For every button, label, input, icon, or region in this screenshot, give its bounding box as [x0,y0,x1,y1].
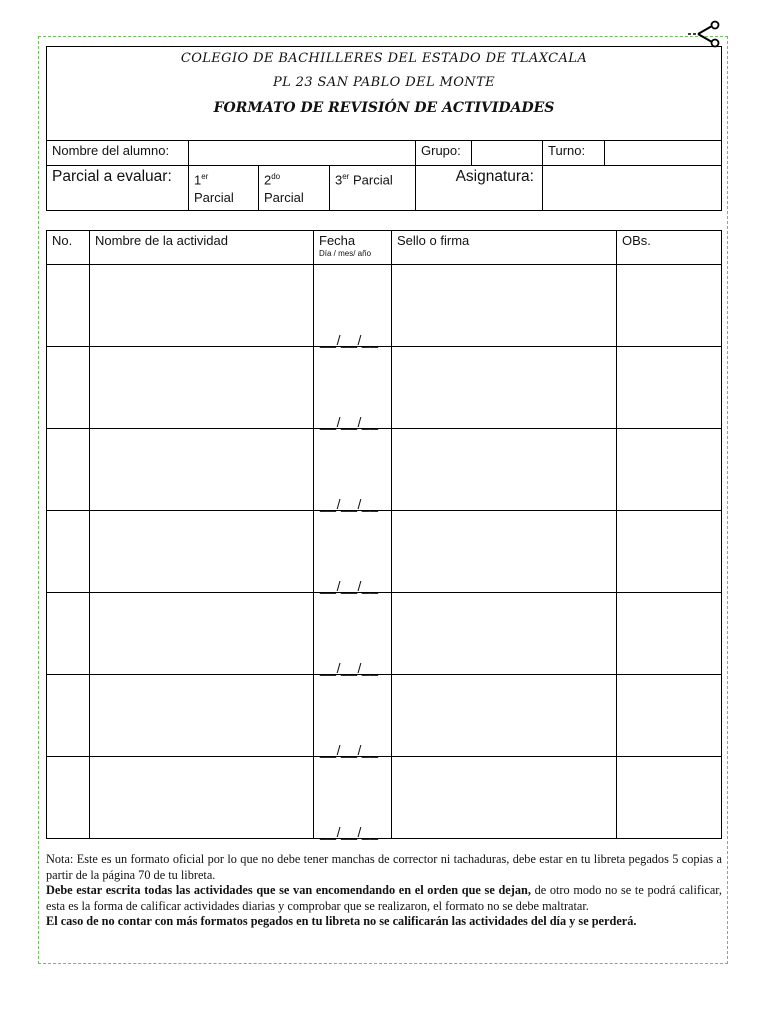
row-no-cell[interactable] [47,265,90,347]
row-obs-cell[interactable] [617,757,722,839]
term-2-option[interactable]: $2^{do}$ Parcial [259,166,330,211]
scissors-icon [688,20,722,48]
table-row [47,429,722,511]
row-signature-cell[interactable] [392,675,617,757]
term-label: Parcial a evaluar: [47,166,189,211]
row-no-cell[interactable] [47,511,90,593]
col-header-activity: Nombre de la actividad [90,231,314,265]
table-row [47,675,722,757]
date-placeholder: __/__/__ [320,660,379,676]
row-obs-cell[interactable] [617,593,722,675]
student-name-field[interactable] [189,141,416,166]
student-info-table [46,140,722,211]
row-date-cell[interactable] [314,593,392,675]
row-date-cell[interactable] [314,675,392,757]
col-header-obs: OBs. [617,231,722,265]
term-3-option[interactable]: 3er Parcial [330,166,416,211]
row-no-cell[interactable] [47,757,90,839]
form-title: FORMATO DE REVISIÓN DE ACTIVIDADES [213,100,555,116]
row-no-cell[interactable] [47,593,90,675]
row-signature-cell[interactable] [392,511,617,593]
row-activity-cell[interactable] [90,675,314,757]
row-activity-cell[interactable] [90,265,314,347]
row-date-cell[interactable] [314,265,392,347]
table-row [47,265,722,347]
activities-table [46,230,722,839]
subject-label: Asignatura: [416,166,543,211]
row-activity-cell[interactable] [90,429,314,511]
shift-field[interactable] [605,141,722,166]
date-placeholder: __/__/__ [320,824,379,840]
date-format-hint: Día / mes/ año [319,249,372,258]
note-paragraph-2: Debe estar escrita todas las actividades que se van encomendando en el orden que se dejan, de otro modo no se te podrá calificar, esta es la forma de calificar actividades diarias y comprobar que se realizaron, el formato no se debe maltratar. [46,883,722,913]
row-date-cell[interactable] [314,511,392,593]
row-signature-cell[interactable] [392,429,617,511]
row-no-cell[interactable] [47,675,90,757]
table-row [47,757,722,839]
row-obs-cell[interactable] [617,675,722,757]
table-row [47,593,722,675]
col-header-signature: Sello o firma [392,231,617,265]
row-no-cell[interactable] [47,347,90,429]
row-signature-cell[interactable] [392,593,617,675]
table-row [47,511,722,593]
date-placeholder: __/__/__ [320,578,379,594]
table-row [47,347,722,429]
date-placeholder: __/__/__ [320,332,379,348]
date-placeholder: __/__/__ [320,742,379,758]
student-name-label: Nombre del alumno: [47,141,189,166]
row-obs-cell[interactable] [617,429,722,511]
row-obs-cell[interactable] [617,265,722,347]
row-date-cell[interactable] [314,347,392,429]
row-signature-cell[interactable] [392,347,617,429]
col-header-date: Fecha Día / mes/ año [314,231,392,265]
row-obs-cell[interactable] [617,347,722,429]
row-signature-cell[interactable] [392,265,617,347]
date-placeholder: __/__/__ [320,496,379,512]
row-signature-cell[interactable] [392,757,617,839]
row-date-cell[interactable] [314,757,392,839]
row-activity-cell[interactable] [90,347,314,429]
notes-section [46,852,722,930]
row-date-cell[interactable] [314,429,392,511]
row-no-cell[interactable] [47,429,90,511]
note-paragraph-1: Nota: Este es un formato oficial por lo que no debe tener manchas de corrector ni tachaduras, debe estar en tu libreta pegados 5 copias a partir de la página 70 de tu libreta. [46,852,722,882]
term-1-option[interactable]: 1er Parcial [189,166,259,211]
group-field[interactable] [472,141,543,166]
group-label: Grupo: [416,141,472,166]
row-activity-cell[interactable] [90,511,314,593]
campus-name: PL 23 SAN PABLO DEL MONTE [272,75,496,90]
shift-label: Turno: [543,141,605,166]
school-name: COLEGIO DE BACHILLERES DEL ESTADO DE TLAXCALA [180,51,588,66]
col-header-no: No. [47,231,90,265]
row-activity-cell[interactable] [90,757,314,839]
note-paragraph-3: El caso de no contar con más formatos pegados en tu libreta no se calificarán las actividades del día y se perderá. [46,914,637,928]
row-obs-cell[interactable] [617,511,722,593]
table-header-row [47,231,722,265]
subject-field[interactable] [543,166,722,211]
date-placeholder: __/__/__ [320,414,379,430]
row-activity-cell[interactable] [90,593,314,675]
